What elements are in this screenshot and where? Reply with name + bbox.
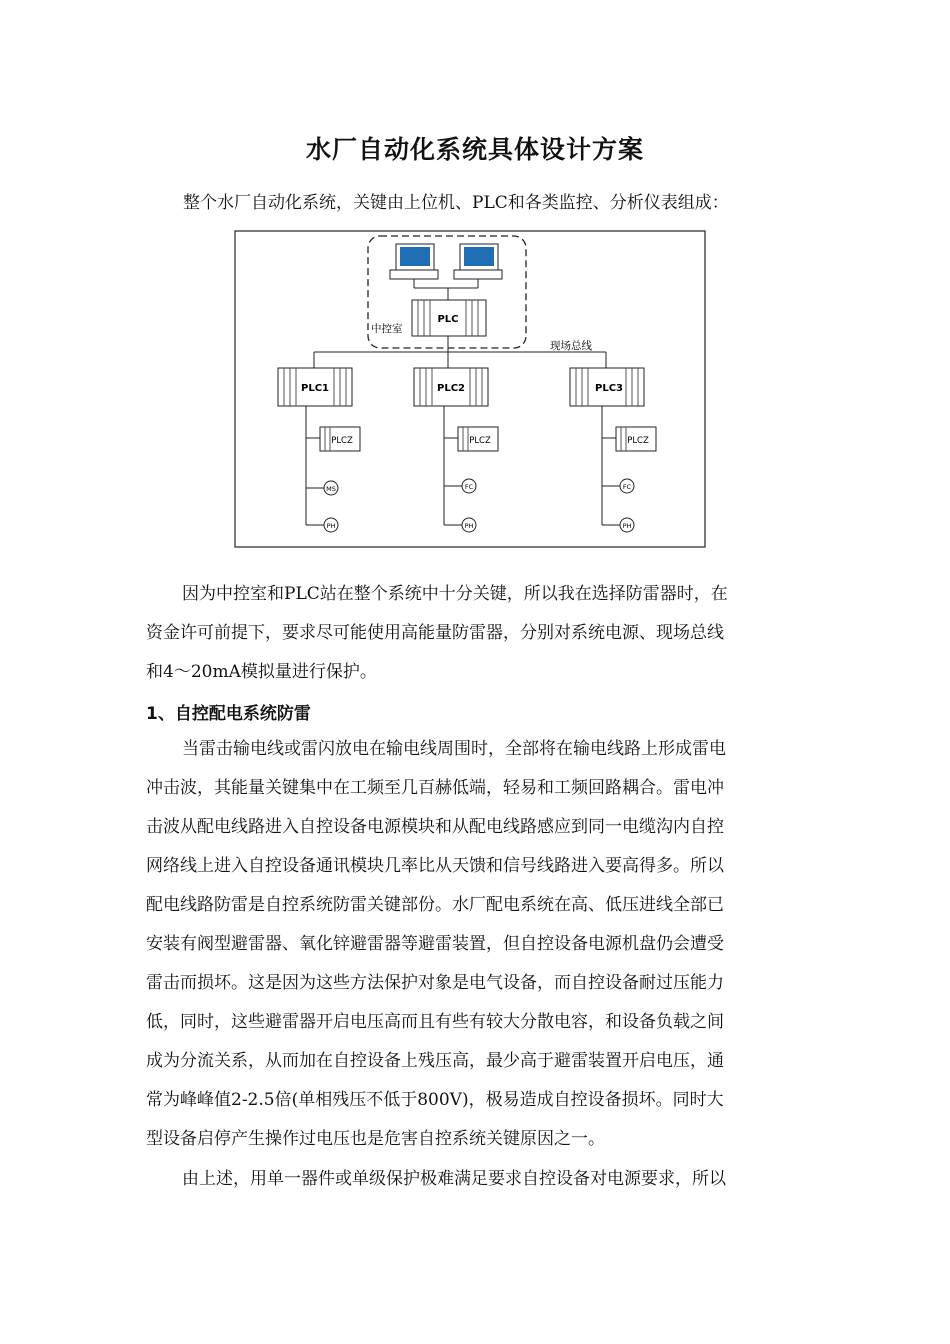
text-line: 因为中控室和PLC站在整个系统中十分关键，所以我在选择防雷器时，在 <box>182 584 728 604</box>
intro-text: 整个水厂自动化系统，关键由上位机、PLC和各类监控、分析仪表组成： <box>183 193 729 213</box>
computer-icon <box>390 244 438 279</box>
text-line: 成为分流关系，从而加在自控设备上残压高，最少高于避雷装置开启电压，通 <box>146 1051 724 1071</box>
text-line: 低，同时，这些避雷器开启电压高而且有些有较大分散电容，和设备负载之间 <box>146 1012 724 1032</box>
sensor-ph-label: PH <box>622 522 632 530</box>
text-line: 安装有阀型避雷器、氧化锌避雷器等避雷装置，但自控设备电源机盘仍会遭受 <box>146 934 724 954</box>
text-line: 型设备启停产生操作过电压也是危害自控系统关键原因之一。 <box>146 1129 605 1149</box>
plc3-label: PLC3 <box>595 383 623 394</box>
text-line: 击波从配电线路进入自控设备电源模块和从配电线路感应到同一电缆沟内自控 <box>146 817 724 837</box>
main-plc-label: PLC <box>437 314 459 325</box>
text-line: 资金许可前提下，要求尽可能使用高能量防雷器，分别对系统电源、现场总线 <box>146 623 724 643</box>
text-line: 和4～20mA模拟量进行保护。 <box>146 662 377 682</box>
bus-label: 现场总线 <box>550 340 592 352</box>
page-title: 水厂自动化系统具体设计方案 <box>305 135 644 164</box>
system-diagram <box>234 230 706 548</box>
sensor-ph-label: PH <box>464 522 474 530</box>
text-line: 配电线路防雷是自控系统防雷关键部份。水厂配电系统在高、低压进线全部已 <box>146 895 724 915</box>
sensor-fc-label: FC <box>464 483 474 491</box>
plc2-label: PLC2 <box>437 383 465 394</box>
section-heading: 1、自控配电系统防雷 <box>146 704 311 724</box>
text-line: 网络线上进入自控设备通讯模块几率比从天馈和信号线路进入要高得多。所以 <box>146 856 724 876</box>
text-line: 由上述，用单一器件或单级保护极难满足要求自控设备对电源要求，所以 <box>182 1169 726 1189</box>
computer-icon <box>454 244 502 279</box>
paragraph-2 <box>146 730 806 1159</box>
text-line: 常为峰峰值2-2.5倍(单相残压不低于800V)，极易造成自控设备损坏。同时大 <box>146 1090 724 1110</box>
paragraph-3 <box>146 1160 806 1199</box>
sensor-ms-label: MS <box>326 485 336 493</box>
text-line: 当雷击输电线或雷闪放电在输电线周围时，全部将在输电线路上形成雷电 <box>182 739 726 759</box>
main-plc <box>412 300 486 336</box>
paragraph-1 <box>146 575 806 692</box>
central-room-label: 中控室 <box>371 323 403 335</box>
text-line: 雷击而损坏。这是因为这些方法保护对象是电气设备，而自控设备耐过压能力 <box>146 973 724 993</box>
sensor-ph-label: PH <box>326 522 336 530</box>
plcz-label: PLCZ <box>331 436 353 446</box>
plc1-label: PLC1 <box>301 383 329 394</box>
text-line: 冲击波，其能量关键集中在工频至几百赫低端，轻易和工频回路耦合。雷电冲 <box>146 778 724 798</box>
sensor-fc-label: FC <box>622 483 632 491</box>
plcz-label: PLCZ <box>469 436 491 446</box>
plcz-label: PLCZ <box>627 436 649 446</box>
